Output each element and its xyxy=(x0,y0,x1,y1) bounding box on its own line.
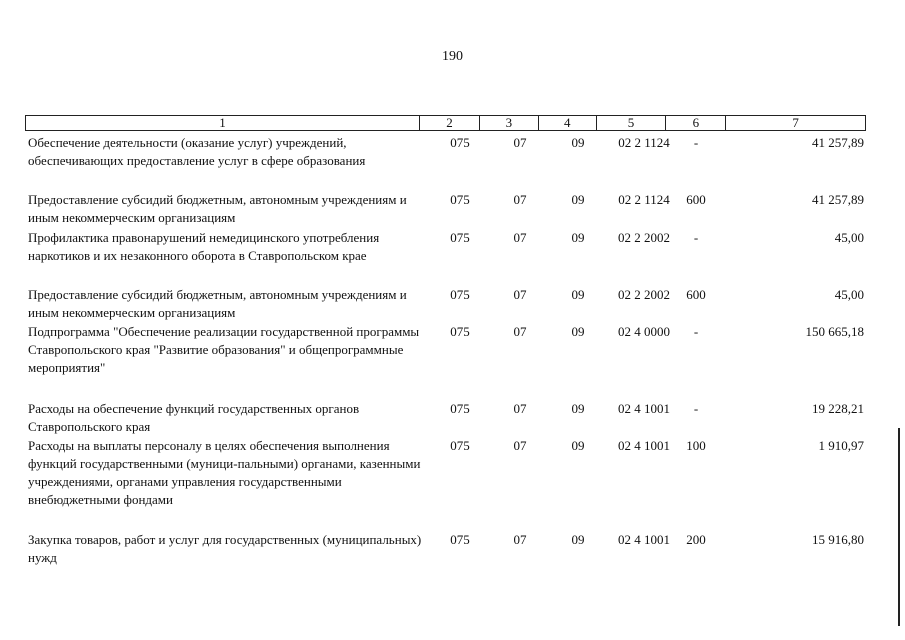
cell-expense-type: 600 xyxy=(686,192,706,207)
cell-expense-type: - xyxy=(693,135,699,150)
cell-section: 07 xyxy=(513,230,527,245)
row-description: Подпрограмма "Обеспечение реализации государственной программы Ставропольского края "Развитие образования" и общепрограммные мероприятия" xyxy=(28,324,420,375)
row-description: Расходы на обеспечение функций государственных органов Ставропольского края xyxy=(28,401,360,434)
cell-ministry: 075 xyxy=(450,230,470,245)
cell-section: 07 xyxy=(513,401,527,416)
row-description: Предоставление субсидий бюджетным, автономным учреждениям и иным некоммерческим организациям xyxy=(28,192,407,225)
cell-ministry: 075 xyxy=(450,401,470,416)
cell-ministry: 075 xyxy=(450,135,470,150)
cell-section: 07 xyxy=(513,287,527,302)
row-description: Профилактика правонарушений немедицинского употребления наркотиков и их незаконного оборота в Ставропольском крае xyxy=(28,230,380,263)
row-description: Предоставление субсидий бюджетным, автономным учреждениям и иным некоммерческим организациям xyxy=(28,287,407,320)
cell-amount: 19 228,21 xyxy=(812,401,864,416)
row-description: Обеспечение деятельности (оказание услуг) учреждений, обеспечивающих предоставление услуг в сфере образования xyxy=(28,135,366,168)
row-description: Закупка товаров, работ и услуг для государственных (муниципальных) нужд xyxy=(28,532,422,565)
cell-subsection: 09 xyxy=(571,287,585,302)
cell-ministry: 075 xyxy=(450,438,470,453)
cell-amount: 45,00 xyxy=(834,230,864,245)
cell-subsection: 09 xyxy=(571,438,585,453)
cell-target-article: 02 4 1001 xyxy=(618,401,670,416)
cell-expense-type: 600 xyxy=(686,287,706,302)
cell-expense-type: - xyxy=(693,230,699,245)
cell-target-article: 02 2 2002 xyxy=(618,287,670,302)
header-col-3: 3 xyxy=(480,116,539,130)
cell-expense-type: 100 xyxy=(686,438,706,453)
cell-target-article: 02 4 1001 xyxy=(618,532,670,547)
cell-expense-type: - xyxy=(693,401,699,416)
cell-target-article: 02 2 2002 xyxy=(618,230,670,245)
cell-target-article: 02 2 1124 xyxy=(618,135,670,150)
cell-amount: 150 665,18 xyxy=(805,324,864,339)
cell-subsection: 09 xyxy=(571,401,585,416)
header-col-1: 1 xyxy=(26,116,420,130)
table-header xyxy=(25,115,866,131)
header-col-2: 2 xyxy=(420,116,480,130)
cell-subsection: 09 xyxy=(571,135,585,150)
cell-target-article: 02 2 1124 xyxy=(618,192,670,207)
scan-edge-line xyxy=(898,428,900,626)
cell-amount: 45,00 xyxy=(834,287,864,302)
cell-section: 07 xyxy=(513,532,527,547)
cell-amount: 41 257,89 xyxy=(812,192,864,207)
cell-ministry: 075 xyxy=(450,324,470,339)
cell-amount: 1 910,97 xyxy=(818,438,864,453)
page-number: 190 xyxy=(442,49,463,64)
cell-expense-type: 200 xyxy=(686,532,706,547)
cell-target-article: 02 4 0000 xyxy=(618,324,670,339)
cell-subsection: 09 xyxy=(571,324,585,339)
cell-section: 07 xyxy=(513,438,527,453)
cell-subsection: 09 xyxy=(571,532,585,547)
cell-expense-type: - xyxy=(693,324,699,339)
cell-ministry: 075 xyxy=(450,192,470,207)
cell-section: 07 xyxy=(513,324,527,339)
header-col-7: 7 xyxy=(792,115,799,130)
cell-ministry: 075 xyxy=(450,287,470,302)
header-col-5: 5 xyxy=(597,116,667,130)
cell-ministry: 075 xyxy=(450,532,470,547)
cell-target-article: 02 4 1001 xyxy=(618,438,670,453)
row-description: Расходы на выплаты персоналу в целях обеспечения выполнения функций государственными (муници-пальными) органами, казенными учреждениями, органами управления государственными внебюджетными фондами xyxy=(28,438,421,507)
cell-subsection: 09 xyxy=(571,230,585,245)
cell-amount: 15 916,80 xyxy=(812,532,864,547)
cell-amount: 41 257,89 xyxy=(812,135,864,150)
header-col-4: 4 xyxy=(539,116,597,130)
cell-section: 07 xyxy=(513,192,527,207)
cell-section: 07 xyxy=(513,135,527,150)
cell-subsection: 09 xyxy=(571,192,585,207)
header-col-6: 6 xyxy=(666,116,726,130)
